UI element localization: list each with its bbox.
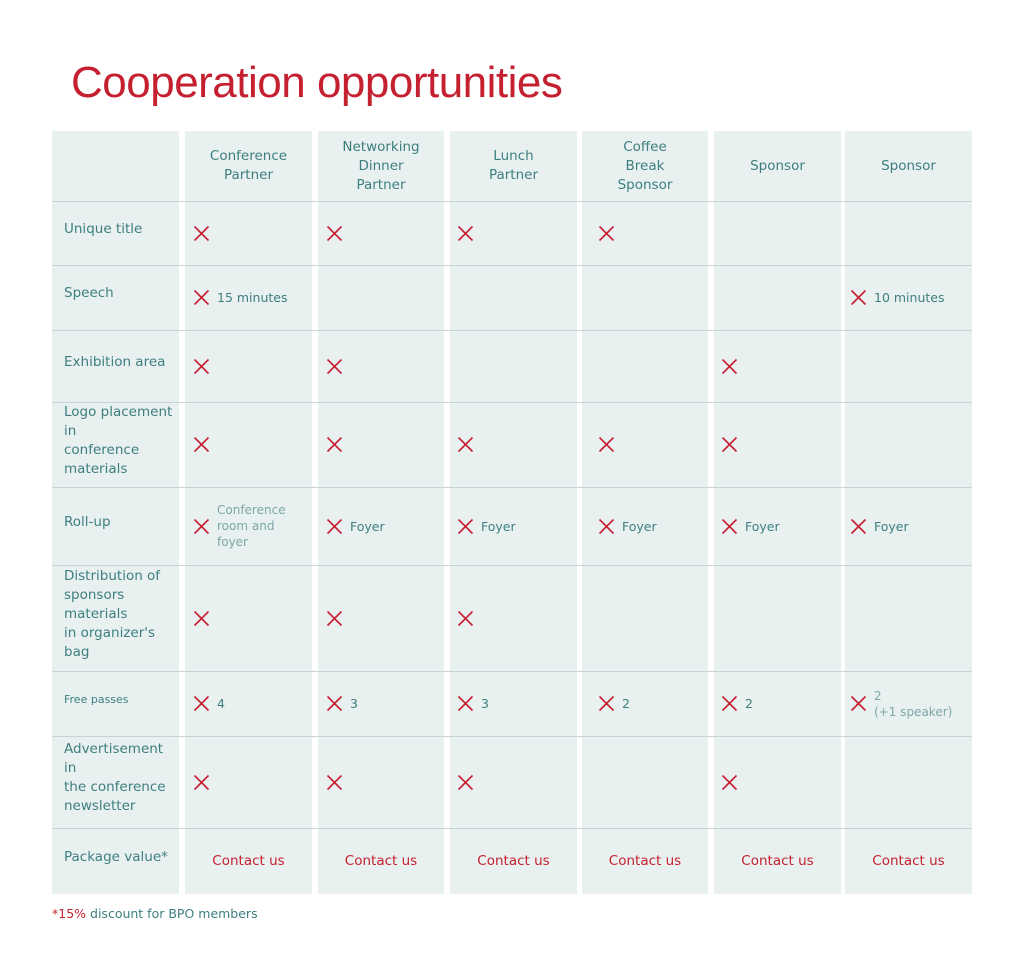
feature-cell xyxy=(326,402,444,487)
cross-mark-icon xyxy=(193,774,210,791)
feature-mark xyxy=(850,688,952,720)
column-header: Coffee Break Sponsor xyxy=(617,138,673,193)
feature-cell xyxy=(326,671,444,736)
contact-us-link[interactable]: Contact us xyxy=(608,853,682,869)
feature-cell xyxy=(457,565,577,671)
cross-mark-icon xyxy=(193,610,210,627)
column-header: Lunch Partner xyxy=(488,148,539,183)
row-label: Advertisement in the conference newsletter xyxy=(64,741,166,814)
cross-mark-icon xyxy=(457,774,474,791)
feature-cell xyxy=(193,402,312,487)
cross-mark-icon xyxy=(721,436,738,453)
feature-cell xyxy=(598,402,708,487)
cross-mark-icon xyxy=(721,358,738,375)
feature-cell xyxy=(457,671,577,736)
feature-note: 10 minutes xyxy=(874,290,945,305)
column-header: Networking Dinner Partner xyxy=(342,138,420,193)
feature-mark xyxy=(326,695,358,712)
cross-mark-icon xyxy=(326,436,343,453)
feature-mark xyxy=(598,695,630,712)
row-label: Roll-up xyxy=(64,513,111,530)
cross-mark-icon xyxy=(598,695,615,712)
feature-mark xyxy=(721,518,780,535)
package-value-label: Package value* xyxy=(64,848,168,865)
cross-mark-icon xyxy=(850,289,867,306)
feature-cell xyxy=(193,487,312,565)
row-label: Unique title xyxy=(64,220,143,237)
feature-cell xyxy=(193,671,312,736)
footnote-text: discount for BPO members xyxy=(86,906,258,921)
feature-note: Conference room and foyer xyxy=(217,503,286,549)
feature-mark xyxy=(457,518,516,535)
feature-mark xyxy=(598,436,615,453)
feature-cell xyxy=(193,565,312,671)
feature-note: 4 xyxy=(217,696,225,711)
contact-us-link[interactable]: Contact us xyxy=(477,853,550,869)
cross-mark-icon xyxy=(721,695,738,712)
column-header: Sponsor xyxy=(750,157,805,174)
cross-mark-icon xyxy=(193,225,210,242)
feature-cell xyxy=(721,330,841,402)
row-label: Exhibition area xyxy=(64,353,166,370)
feature-cell xyxy=(850,265,972,330)
feature-mark xyxy=(850,518,909,535)
column-header: Sponsor xyxy=(881,157,936,174)
feature-mark xyxy=(598,518,657,535)
cross-mark-icon xyxy=(850,695,867,712)
feature-cell xyxy=(193,736,312,828)
cross-mark-icon xyxy=(326,225,343,242)
cross-mark-icon xyxy=(193,695,210,712)
cross-mark-icon xyxy=(326,774,343,791)
cross-mark-icon xyxy=(326,695,343,712)
feature-note: 15 minutes xyxy=(217,290,288,305)
feature-mark xyxy=(721,358,738,375)
feature-note: Foyer xyxy=(874,518,909,534)
row-label: Distribution of sponsors materials in organizer's bag xyxy=(64,567,161,660)
cross-mark-icon xyxy=(457,518,474,535)
cross-mark-icon xyxy=(598,225,615,242)
feature-cell xyxy=(598,487,708,565)
cross-mark-icon xyxy=(193,289,210,306)
feature-mark xyxy=(326,358,343,375)
cross-mark-icon xyxy=(598,518,615,535)
feature-note: 2 (+1 speaker) xyxy=(874,688,953,719)
cross-mark-icon xyxy=(457,610,474,627)
feature-cell xyxy=(193,330,312,402)
feature-mark xyxy=(850,289,944,306)
feature-cell xyxy=(326,330,444,402)
feature-note: Foyer xyxy=(481,518,516,534)
feature-mark xyxy=(193,289,287,306)
cross-mark-icon xyxy=(193,518,210,535)
cross-mark-icon xyxy=(721,518,738,535)
feature-mark xyxy=(326,610,343,627)
feature-mark xyxy=(721,774,738,791)
row-label: Speech xyxy=(64,285,114,301)
footnote-star: * xyxy=(52,906,59,921)
cross-mark-icon xyxy=(598,436,615,453)
feature-note: 3 xyxy=(481,696,489,711)
feature-mark xyxy=(326,518,385,535)
feature-note: Foyer xyxy=(622,518,657,534)
cross-mark-icon xyxy=(193,358,210,375)
feature-mark xyxy=(326,436,343,453)
contact-us-link[interactable]: Contact us xyxy=(872,853,945,869)
feature-cell xyxy=(193,265,312,330)
contact-us-link[interactable]: Contact us xyxy=(344,853,418,869)
row-label: Logo placement in conference materials xyxy=(64,403,173,477)
cross-mark-icon xyxy=(326,358,343,375)
feature-cell xyxy=(721,671,841,736)
feature-mark xyxy=(193,436,210,453)
contact-us-link[interactable]: Contact us xyxy=(212,853,285,869)
feature-mark xyxy=(193,225,210,242)
feature-cell xyxy=(850,671,972,736)
row-divider xyxy=(52,265,972,266)
feature-cell xyxy=(721,736,841,828)
feature-mark xyxy=(457,774,474,791)
feature-cell xyxy=(721,487,841,565)
feature-cell xyxy=(721,402,841,487)
feature-cell xyxy=(326,565,444,671)
feature-note: Foyer xyxy=(350,518,385,534)
feature-mark xyxy=(457,225,474,242)
feature-note: 2 xyxy=(745,696,753,711)
feature-mark xyxy=(193,610,210,627)
feature-mark xyxy=(326,774,343,791)
feature-cell xyxy=(457,487,577,565)
cross-mark-icon xyxy=(850,518,867,535)
feature-mark xyxy=(457,695,489,712)
column-header: Conference Partner xyxy=(209,148,288,183)
feature-note: 3 xyxy=(350,696,358,711)
feature-note: Foyer xyxy=(745,518,780,534)
cross-mark-icon xyxy=(326,610,343,627)
feature-cell xyxy=(326,736,444,828)
feature-mark xyxy=(598,225,615,242)
cross-mark-icon xyxy=(457,695,474,712)
feature-mark xyxy=(721,436,738,453)
feature-cell xyxy=(598,201,708,265)
cross-mark-icon xyxy=(721,774,738,791)
feature-cell xyxy=(457,736,577,828)
cross-mark-icon xyxy=(457,436,474,453)
cross-mark-icon xyxy=(457,225,474,242)
page-title: Cooperation opportunities xyxy=(71,58,563,107)
feature-cell xyxy=(457,201,577,265)
cross-mark-icon xyxy=(326,518,343,535)
feature-mark xyxy=(457,436,474,453)
feature-mark xyxy=(457,610,474,627)
feature-mark xyxy=(721,695,753,712)
feature-cell xyxy=(193,201,312,265)
feature-mark xyxy=(326,225,343,242)
row-label: Free passes xyxy=(64,693,129,706)
feature-cell xyxy=(850,487,972,565)
feature-mark xyxy=(193,502,286,550)
feature-mark xyxy=(193,774,210,791)
feature-note: 2 xyxy=(622,696,630,711)
cross-mark-icon xyxy=(193,436,210,453)
feature-mark xyxy=(193,358,210,375)
feature-mark xyxy=(193,695,225,712)
footnote xyxy=(52,906,258,921)
feature-cell xyxy=(326,487,444,565)
feature-cell xyxy=(326,201,444,265)
footnote-highlight: 15% xyxy=(58,906,87,921)
contact-us-link[interactable]: Contact us xyxy=(741,853,814,869)
feature-cell xyxy=(457,402,577,487)
feature-cell xyxy=(598,671,708,736)
